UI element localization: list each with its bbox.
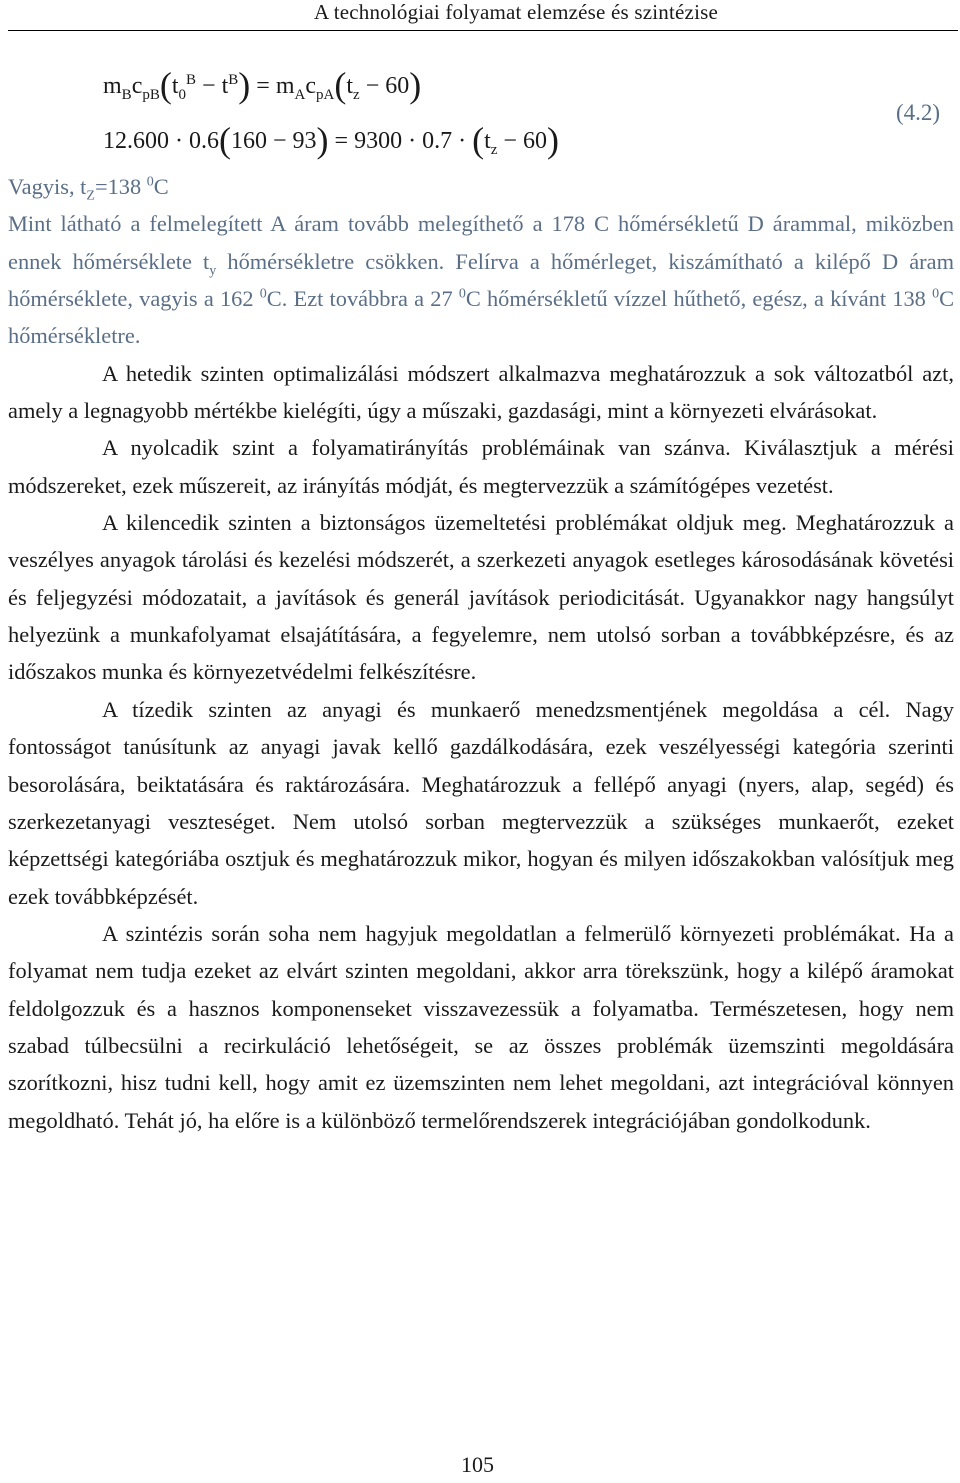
equation-line-1: $m_Bc_{pB}(t_0^B - t^B) = m_Ac_{pA}(t_z - 60)$: [103, 65, 422, 105]
equation-number: (4.2): [896, 100, 941, 125]
body-text: [8, 168, 954, 1139]
paragraph-synthesis: A szintézis során soha nem hagyjuk megoldatlan a felmerülő környezeti problémákat. Ha a folyamat nem tudja ezeket az elvárt szinten megoldani, akkor arra törekszünk, hogy a kilépő áramokat feldolgozzuk és a hasznos komponenseket visszavezessük a folyamatba. Természetesen, hogy nem szabad túlbecsülni a recirkuláció lehetőségeit, se az összes problémák üzemszinti megoldására szorítkozni, hisz tudni kell, hogy amit ez üzemszinten nem lehet megoldani, azt integrációval könnyen megoldható. Tehát jó, ha előre is a különböző termelőrendszerek integrációjában gondolkodunk.: [8, 920, 954, 1133]
paragraph-level-10: A tízedik szinten az anyagi és munkaerő menedzsmentjének megoldása a cél. Nagy fontosságot tanúsítunk az anyagi javak kellő gazdálkodására, ezek veszélyességi kategória szerinti besorolására, beiktatására és raktározására. Meghatározzuk a fellépő anyagi (nyers, alap, segéd) és szerkezetanyagi veszteséget. Nem utolsó sorban megtervezzük a szükséges munkaerőt, ezeket képzettségi kategóriába osztjuk és meghatározzuk mikor, hogyan és milyen időszakokban valósítjuk meg ezek továbbképzését.: [8, 696, 954, 909]
result-line: Vagyis, $t_Z=138$ $^0$C: [8, 174, 169, 204]
paragraph-heat-balance: Mint látható a felmelegített A áram tovább melegíthető a 178 C hőmérsékletű D árammal, miközben ennek hőmérséklete $t_y$ hőmérsékletre csökken. Felírva a hőmérleget, kiszámítható a kilépő D áram hőmérséklete, vagyis a 162 $^0$C. Ezt továbbra a 27 $^0$C hőmérsékletű vízzel hűthető, egész, a kívánt 138 $^0$C hőmérsékletre.: [8, 211, 955, 349]
header-rule: [8, 30, 958, 31]
equation-line-2: $12.600 \cdot 0.6(160 - 93) = 9300 \cdot 0.7 \cdot (t_z - 60)$: [103, 120, 559, 160]
paragraph-level-7: A hetedik szinten optimalizálási módszert alkalmazva meghatározzuk a sok változatból azt, amely a legnagyobb mértékbe kielégíti, úgy a műszaki, gazdasági, mint a környezeti elvárásokat.: [8, 360, 954, 424]
paragraph-level-9: A kilencedik szinten a biztonságos üzemeltetési problémákat oldjuk meg. Meghatározzuk a veszélyes anyagok tárolási és kezelési módszerét, a szerkezeti anyagok esetleges károsodásának követési és feljegyzési módozatait, a javítások és generál javítások periodicitását. Ugyanakkor nagy hangsúlyt helyezünk a munkafolyamat elsajátítására, a fegyelemre, nem utolsó sorban a továbbképzésre, és az időszakos munka és környezetvédelmi felkészítésre.: [8, 510, 954, 685]
page-number: 105: [461, 1452, 494, 1477]
paragraph-level-8: A nyolcadik szint a folyamatirányítás problémáinak van szánva. Kiválasztjuk a mérési módszereket, ezek műszereit, az irányítás módját, és megtervezzük a számítógépes vezetést.: [8, 435, 954, 498]
running-header: A technológiai folyamat elemzése és szintézise: [314, 0, 718, 24]
